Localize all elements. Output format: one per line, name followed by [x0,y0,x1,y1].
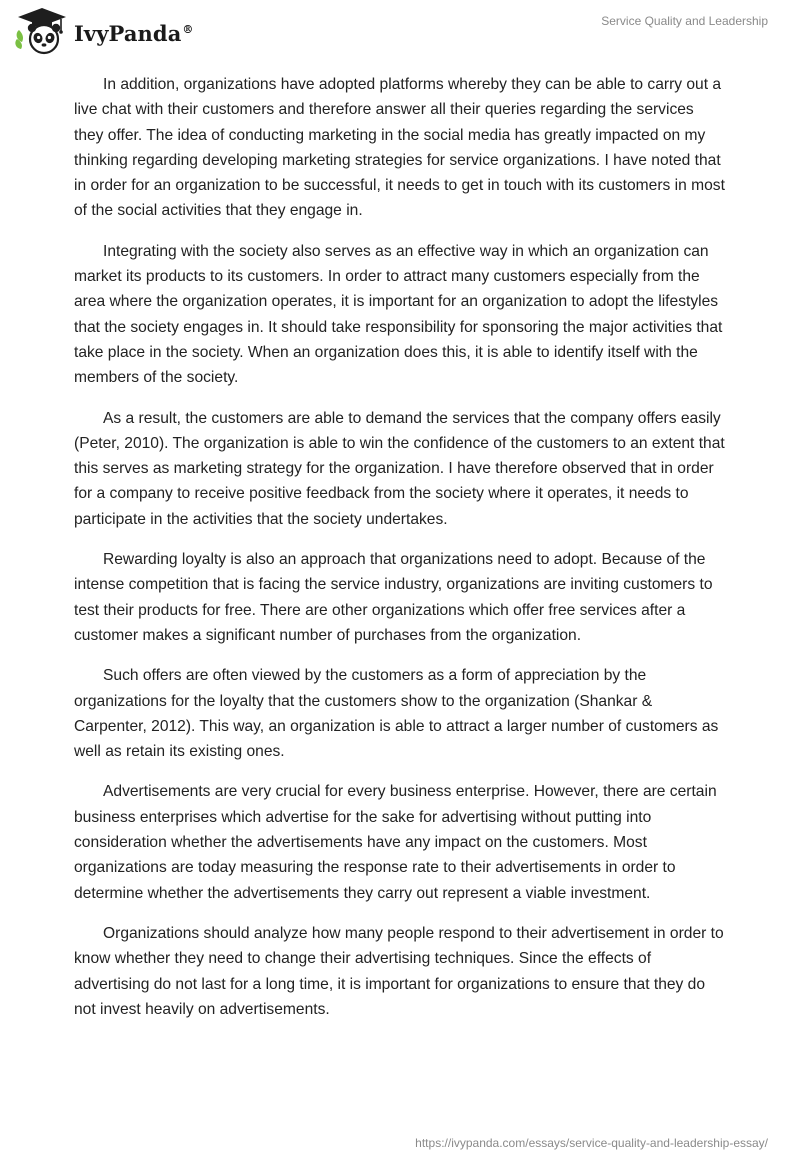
paragraph: As a result, the customers are able to demand the services that the company offers easily (Peter, 2010). The organization is able to win the confidence of the customers to an extent that this serves as marketing strategy for the organization. I have therefore observed that in order for a company to receive positive feedback from the society where it operates, it needs to participate in the activities that the society undertakes. [74,409,725,528]
source-url-link[interactable]: https://ivypanda.com/essays/service-quality-and-leadership-essay/ [415,1136,768,1150]
paragraph: Such offers are often viewed by the customers as a form of appreciation by the organizations for the loyalty that the customers show to the organization (Shankar & Carpenter, 2012). This way, an organization is able to attract a larger number of customers as well as retain its existing ones. [74,667,719,761]
paragraph: Integrating with the society also serves as an effective way in which an organization can market its products to its customers. In order to attract many customers especially from the area where the organization operates, it is important for an organization to adopt the lifestyles that the society engages in. It should take responsibility for sponsoring the major activities that take place in the society. When an organization does this, it is able to identify itself with the members of the society. [74,242,723,387]
essay-body [74,72,726,1037]
page-header [0,0,800,64]
paragraph: Rewarding loyalty is also an approach that organizations need to adopt. Because of the intense competition that is facing the service industry, organizations are inviting customers to test their products for free. There are other organizations which offer free services after a customer makes a significant number of purchases from the organization. [74,551,713,644]
panda-graduate-icon [14,6,70,56]
brand-logo[interactable] [14,6,194,56]
paragraph: Organizations should analyze how many people respond to their advertisement in order to know whether they need to change their advertising techniques. Since the effects of advertising do not last for a long time, it is important for organizations to ensure that they do not invest heavily on advertisements. [74,924,724,1018]
document-title: Service Quality and Leadership [601,14,768,28]
paragraph: In addition, organizations have adopted platforms whereby they can be able to carry out a live chat with their customers and therefore answer all their queries regarding the services they offer. The idea of conducting marketing in the social media has greatly impacted on my thinking regarding developing marketing strategies for service organizations. I have noted that in order for an organization to be successful, it needs to get in touch with its customers in most of the social activities that they engage in. [74,76,725,220]
paragraph: Advertisements are very crucial for every business enterprise. However, there are certain business enterprises which advertise for the sake for advertising without putting into consideration whether the advertisements have any impact on the customers. Most organizations are today measuring the response rate to their advertisements in order to determine whether the advertisements they carry out represent a viable investment. [74,783,717,902]
registered-mark: ® [182,22,194,36]
brand-name: IvyPanda® [74,20,194,46]
